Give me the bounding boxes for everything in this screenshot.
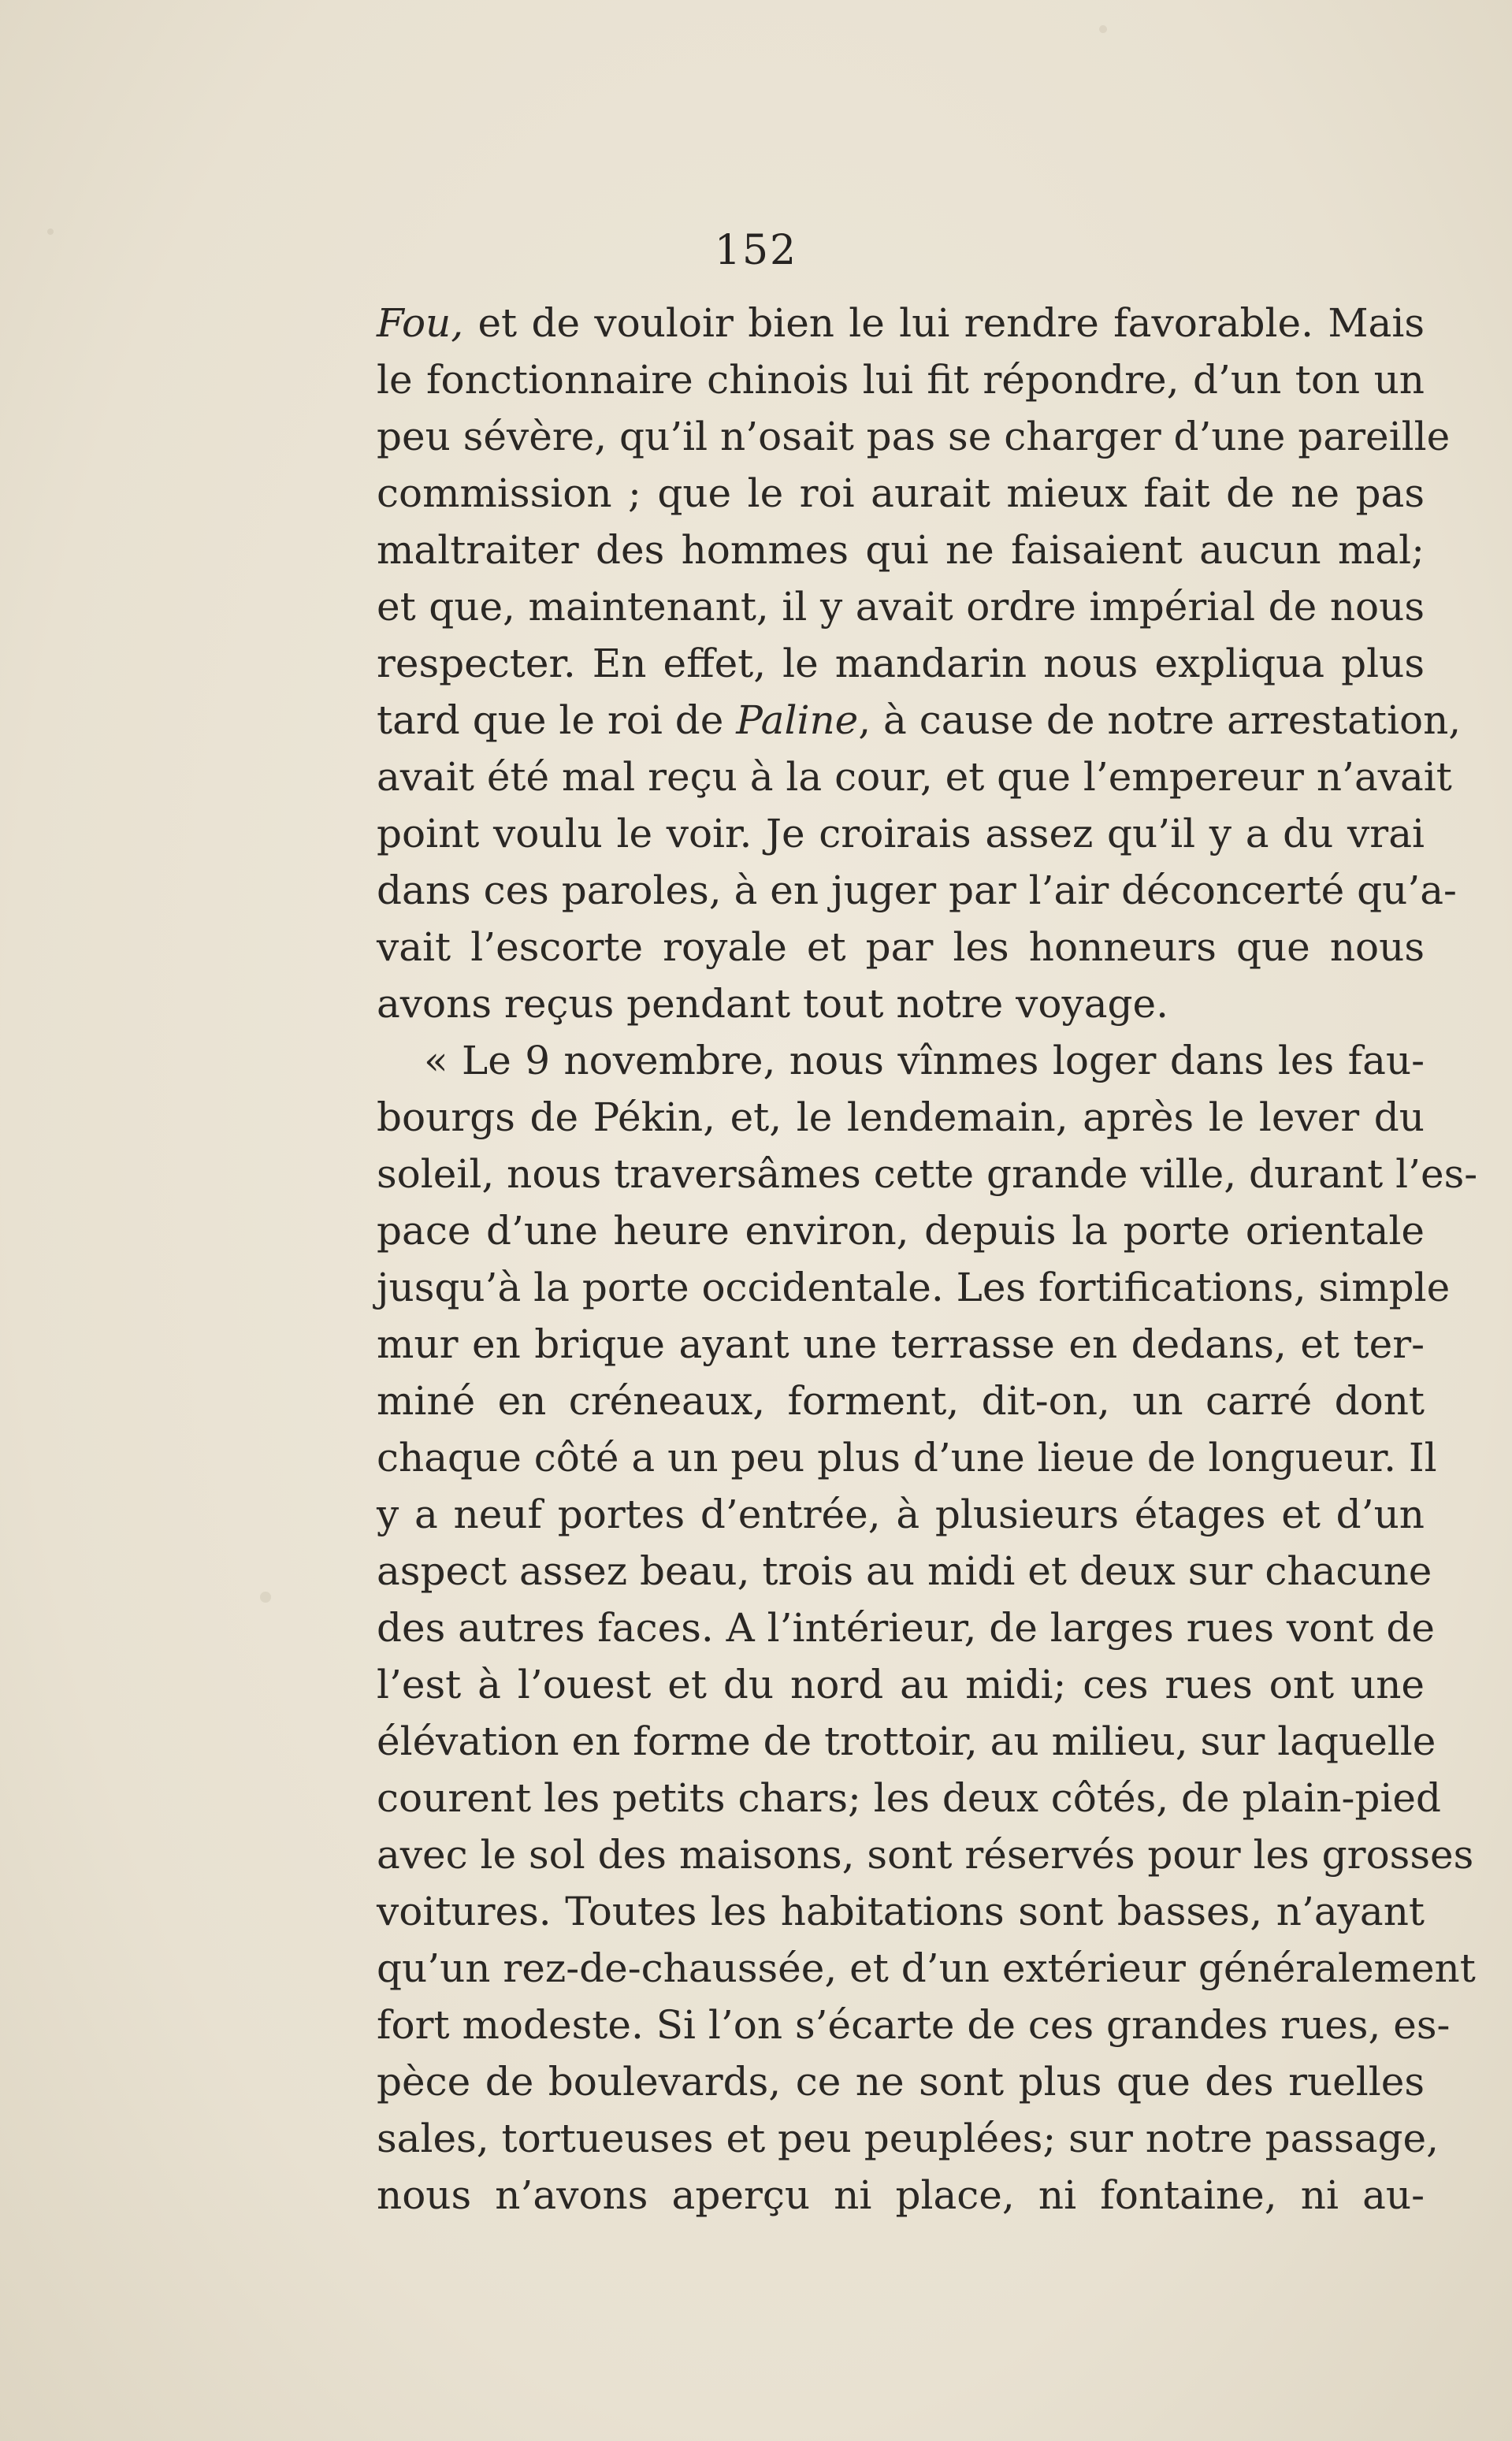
text-line: [377, 862, 1457, 919]
line-text: point voulu le voir. Je croirais assez qu’il y a du vrai: [377, 811, 1425, 856]
line-text: voitures. Toutes les habitations sont basses, n’ayant: [377, 1889, 1425, 1934]
line-text: courent les petits chars; les deux côtés, de plain-pied: [377, 1775, 1442, 1821]
text-line: [377, 351, 1425, 408]
line-text: jusqu’à la porte occidentale. Les fortifications, simple: [377, 1265, 1451, 1310]
text-line: [377, 1543, 1432, 1599]
line-text: , à cause de notre arrestation,: [858, 697, 1462, 743]
line-text: tard que le roi de: [377, 697, 737, 743]
line-text: vait l’escorte royale et par les honneurs que nous: [377, 924, 1425, 970]
text-line: [377, 749, 1452, 805]
line-text: miné en créneaux, forment, dit-on, un carré dont: [377, 1378, 1425, 1424]
body-text: [377, 295, 1478, 2224]
text-line: [377, 1316, 1425, 1373]
line-text: qu’un rez-de-chaussée, et d’un extérieur généralement: [377, 1945, 1476, 1991]
text-line: [377, 1883, 1425, 1940]
line-text: bourgs de Pékin, et, le lendemain, après le lever du: [377, 1094, 1425, 1140]
line-text: des autres faces. A l’intérieur, de larges rues vont de: [377, 1605, 1436, 1651]
text-line: [377, 1202, 1425, 1259]
italic-word: Paline: [736, 697, 859, 743]
text-line: [377, 919, 1425, 975]
text-line: [377, 975, 1425, 1032]
text-line: [377, 1599, 1436, 1656]
line-text: y a neuf portes d’entrée, à plusieurs étages et d’un: [377, 1492, 1425, 1537]
text-line: [377, 1259, 1451, 1316]
line-text: pèce de boulevards, ce ne sont plus que des ruelles: [377, 2059, 1425, 2105]
line-text: maltraiter des hommes qui ne faisaient aucun mal;: [377, 527, 1425, 573]
line-text: mur en brique ayant une terrasse en dedans, et ter-: [377, 1321, 1425, 1367]
line-text: peu sévère, qu’il n’osait pas se charger d’une pareille: [377, 414, 1451, 459]
line-text: avons reçus pendant tout notre voyage.: [377, 981, 1169, 1027]
line-text: avait été mal reçu à la cour, et que l’empereur n’avait: [377, 754, 1452, 800]
line-text: nous n’avons aperçu ni place, ni fontaine, ni au-: [377, 2172, 1425, 2218]
text-line: [377, 522, 1425, 578]
text-line: [377, 1146, 1478, 1202]
page-number: 152: [714, 227, 798, 274]
line-text: commission ; que le roi aurait mieux fait de ne pas: [377, 470, 1425, 516]
line-text: l’est à l’ouest et du nord au midi; ces rues ont une: [377, 1662, 1425, 1707]
line-text: et que, maintenant, il y avait ordre impérial de nous: [377, 584, 1425, 630]
text-line: [377, 1486, 1425, 1543]
text-line: [377, 2167, 1425, 2224]
line-text: chaque côté a un peu plus d’une lieue de longueur. Il: [377, 1435, 1437, 1481]
line-text: avec le sol des maisons, sont réservés pour les grosses: [377, 1832, 1474, 1878]
line-text: dans ces paroles, à en juger par l’air déconcerté qu’a-: [377, 868, 1457, 913]
italic-word: Fou,: [377, 300, 464, 346]
line-text: pace d’une heure environ, depuis la porte orientale: [377, 1208, 1425, 1254]
line-text: « Le 9 novembre, nous vînmes loger dans les fau-: [424, 1038, 1425, 1083]
text-line: [377, 408, 1451, 465]
line-text: et de vouloir bien le lui rendre favorable. Mais: [463, 300, 1425, 346]
line-text: sales, tortueuses et peu peuplées; sur notre passage,: [377, 2116, 1439, 2161]
line-text: le fonctionnaire chinois lui fit répondre, d’un ton un: [377, 357, 1425, 403]
line-text: respecter. En effet, le mandarin nous expliqua plus: [377, 641, 1425, 686]
line-text: aspect assez beau, trois au midi et deux sur chacune: [377, 1548, 1432, 1594]
paper-foxing-spot: [260, 1592, 271, 1603]
text-line: [377, 1429, 1437, 1486]
text-line: [377, 578, 1425, 635]
text-line: [377, 465, 1425, 522]
text-line: [377, 1826, 1474, 1883]
line-text: soleil, nous traversâmes cette grande ville, durant l’es-: [377, 1151, 1478, 1197]
text-line: [377, 635, 1425, 692]
text-line: [377, 1940, 1476, 1997]
text-line: [377, 2053, 1425, 2110]
paper-foxing-spot: [1099, 25, 1107, 33]
line-text: fort modeste. Si l’on s’écarte de ces grandes rues, es-: [377, 2002, 1451, 2048]
text-line: [377, 295, 1425, 351]
line-text: élévation en forme de trottoir, au milieu, sur laquelle: [377, 1718, 1436, 1764]
text-line: [377, 1997, 1451, 2053]
text-line: [377, 1656, 1425, 1713]
text-line: [377, 2110, 1439, 2167]
text-line: [377, 1373, 1425, 1429]
text-line: [377, 1032, 1425, 1089]
text-line: [377, 692, 1462, 749]
text-line: [377, 1089, 1425, 1146]
text-line: [377, 805, 1425, 862]
text-line: [377, 1770, 1442, 1826]
text-line: [377, 1713, 1436, 1770]
